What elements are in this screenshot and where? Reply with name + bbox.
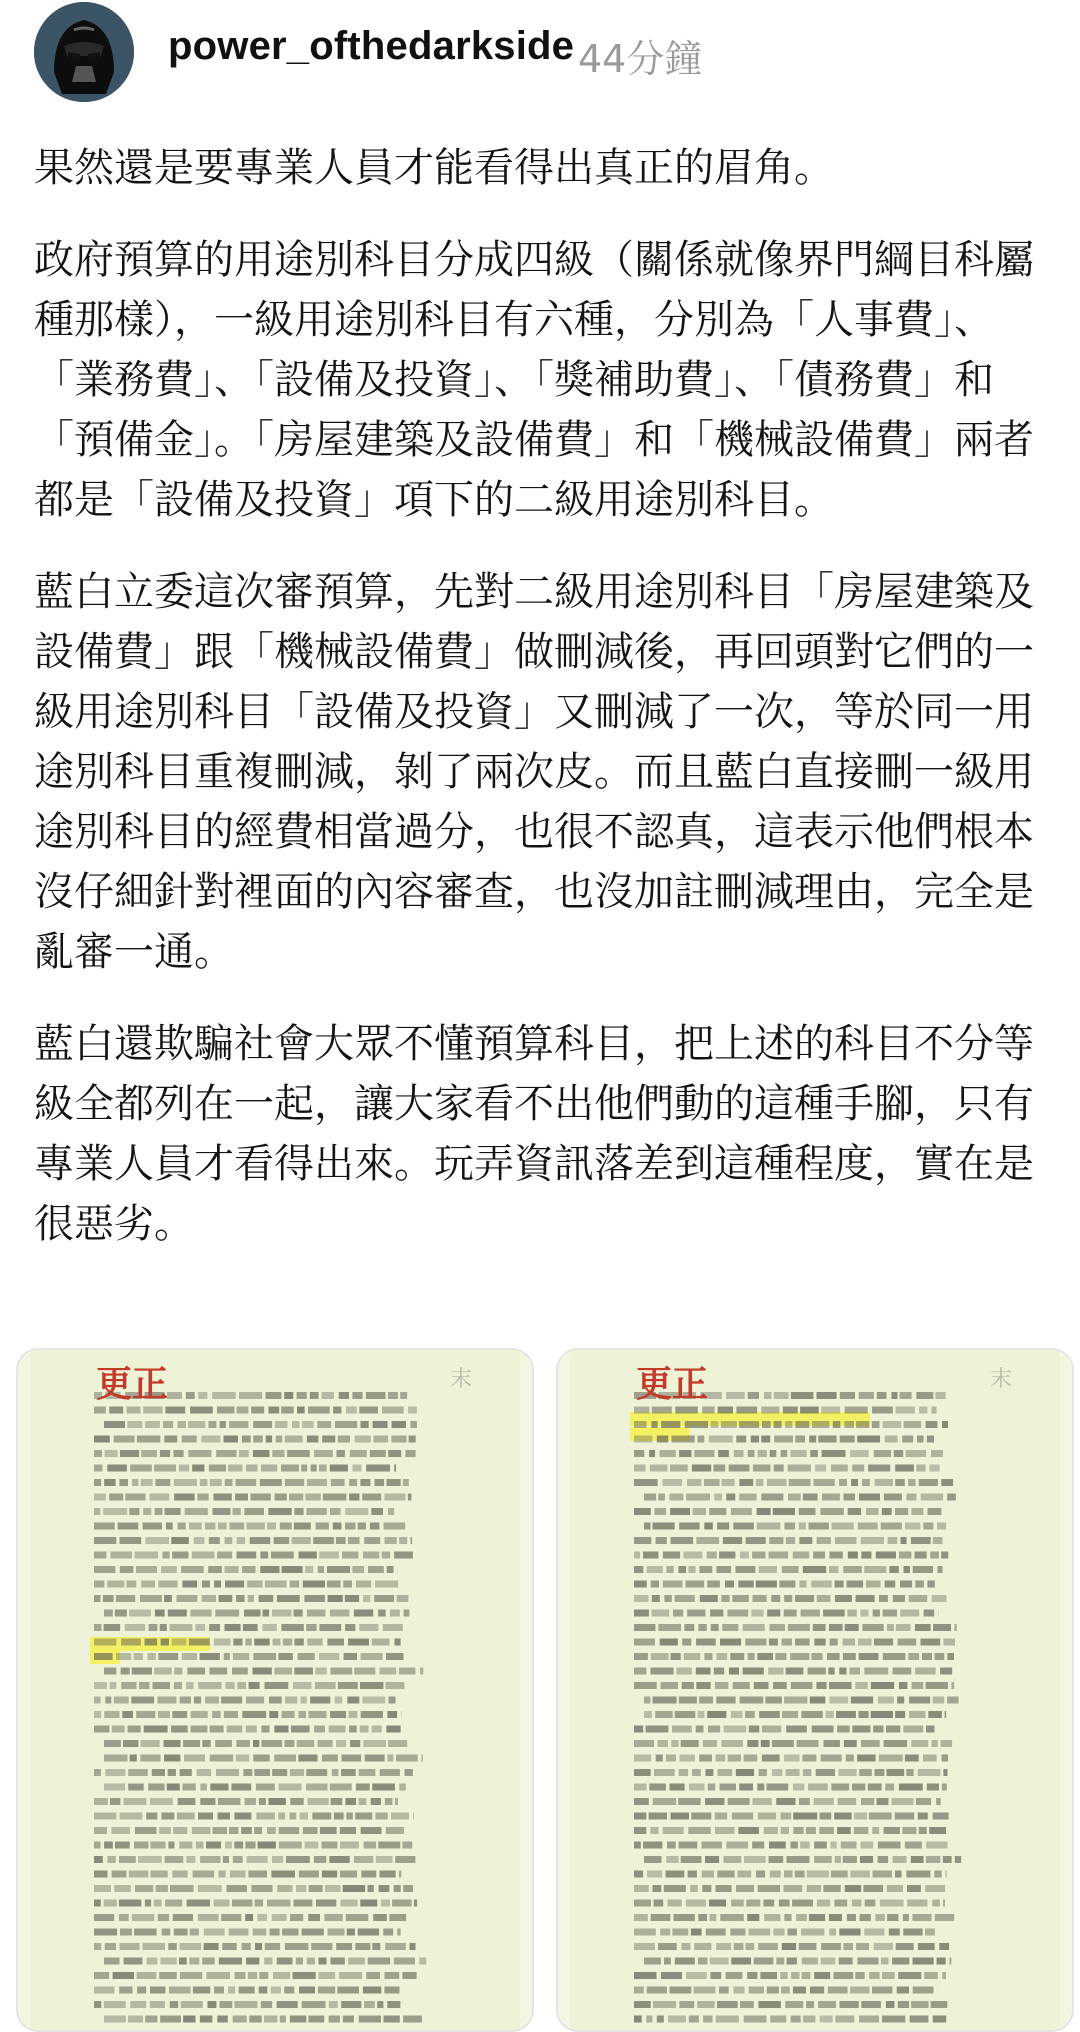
username[interactable]: power_ofthedarkside xyxy=(168,24,574,69)
scanned-document-image xyxy=(18,1350,532,2030)
image-carousel xyxy=(16,1348,1080,2002)
document-image-2[interactable] xyxy=(556,1348,1074,2032)
avatar[interactable] xyxy=(34,2,134,102)
post-paragraph: 藍白立委這次審預算，先對二級用途別科目「房屋建築及設備費」跟「機械設備費」做刪減後，再回頭對它們的一級用途別科目「設備及投資」又刪減了一次，等於同一用途別科目重複刪減，剝了兩次皮。而且藍白直接刪一級用途別科目的經費相當過分，也很不認真，這表示他們根本沒仔細針對裡面的內容審查，也沒加註刪減理由，完全是亂審一通。 xyxy=(34,562,1034,982)
darth-vader-helmet-icon xyxy=(34,2,134,102)
post-body xyxy=(34,138,1034,1286)
correction-stamp: 更正 xyxy=(636,1356,708,1407)
post-paragraph: 政府預算的用途別科目分成四級（關係就像界門綱目科屬種那樣），一級用途別科目有六種，分別為「人事費」、「業務費」、「設備及投資」、「獎補助費」、「債務費」和「預備金」。「房屋建築及設備費」和「機械設備費」兩者都是「設備及投資」項下的二級用途別科目。 xyxy=(34,230,1034,530)
post-paragraph: 藍白還欺騙社會大眾不懂預算科目，把上述的科目不分等級全都列在一起，讓大家看不出他們動的這種手腳，只有專業人員才看得出來。玩弄資訊落差到這種程度，實在是很惡劣。 xyxy=(34,1014,1034,1254)
page-corner-mark: 末 xyxy=(990,1362,1012,1393)
page-corner-mark: 末 xyxy=(450,1362,472,1393)
correction-stamp: 更正 xyxy=(96,1356,168,1407)
document-image-1[interactable] xyxy=(16,1348,534,2032)
post-paragraph: 果然還是要專業人員才能看得出真正的眉角。 xyxy=(34,138,1034,198)
post-time: 44分鐘 xyxy=(578,28,702,83)
scanned-document-image xyxy=(558,1350,1072,2030)
post-header xyxy=(0,0,1080,110)
